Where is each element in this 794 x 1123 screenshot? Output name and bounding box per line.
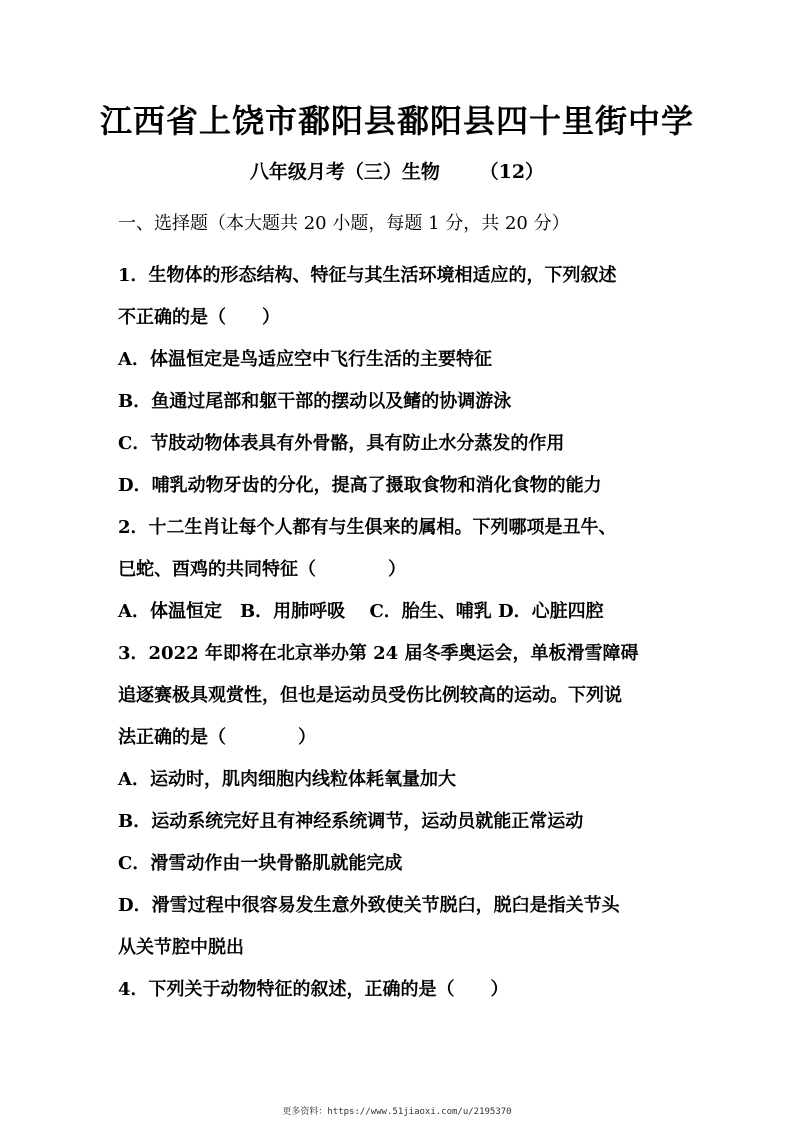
q1-option-a: A．体温恒定是鸟适应空中飞行生活的主要特征 bbox=[118, 349, 492, 370]
q3-stem-line-1: 3．2022 年即将在北京举办第 24 届冬季奥运会，单板滑雪障碍 bbox=[118, 643, 639, 664]
school-title: 江西省上饶市鄱阳县鄱阳县四十里街中学 bbox=[99, 102, 694, 140]
q1-option-b: B．鱼通过尾部和躯干部的摆动以及鳍的协调游泳 bbox=[118, 391, 512, 412]
q2-stem-line-2: 巳蛇、酉鸡的共同特征（ ） bbox=[118, 559, 406, 580]
q3-stem-line-2: 追逐赛极具观赏性，但也是运动员受伤比例较高的运动。下列说 bbox=[118, 685, 622, 706]
q3-option-d-continued: 从关节腔中脱出 bbox=[118, 937, 244, 958]
exam-subtitle: 八年级月考（三）生物 （12） bbox=[249, 161, 545, 183]
q2-options: A．体温恒定 B．用肺呼吸 C．胎生、哺乳 D．心脏四腔 bbox=[118, 601, 604, 622]
q3-option-d: D．滑雪过程中很容易发生意外致使关节脱臼，脱臼是指关节头 bbox=[118, 895, 620, 916]
q3-stem-line-3: 法正确的是（ ） bbox=[118, 727, 316, 748]
q2-stem-line-1: 2．十二生肖让每个人都有与生俱来的属相。下列哪项是丑牛、 bbox=[118, 517, 617, 538]
q3-option-c: C．滑雪动作由一块骨骼肌就能完成 bbox=[118, 853, 403, 874]
q3-option-a: A．运动时，肌肉细胞内线粒体耗氧量加大 bbox=[118, 769, 456, 790]
q1-option-c: C．节肢动物体表具有外骨骼，具有防止水分蒸发的作用 bbox=[118, 433, 565, 454]
q1-option-d: D．哺乳动物牙齿的分化，提高了摄取食物和消化食物的能力 bbox=[118, 475, 602, 496]
q1-stem-line-1: 1．生物体的形态结构、特征与其生活环境相适应的，下列叙述 bbox=[118, 265, 617, 286]
footer-link[interactable]: 更多资料：https://www.51jiaoxi.com/u/2195370 bbox=[282, 1107, 512, 1117]
q3-option-b: B．运动系统完好且有神经系统调节，运动员就能正常运动 bbox=[118, 811, 584, 832]
q1-stem-line-2: 不正确的是（ ） bbox=[118, 307, 280, 328]
q4-stem-line-1: 4．下列关于动物特征的叙述，正确的是（ ） bbox=[118, 979, 509, 1000]
section-heading: 一、选择题（本大题共 20 小题，每题 1 分，共 20 分） bbox=[118, 213, 570, 234]
